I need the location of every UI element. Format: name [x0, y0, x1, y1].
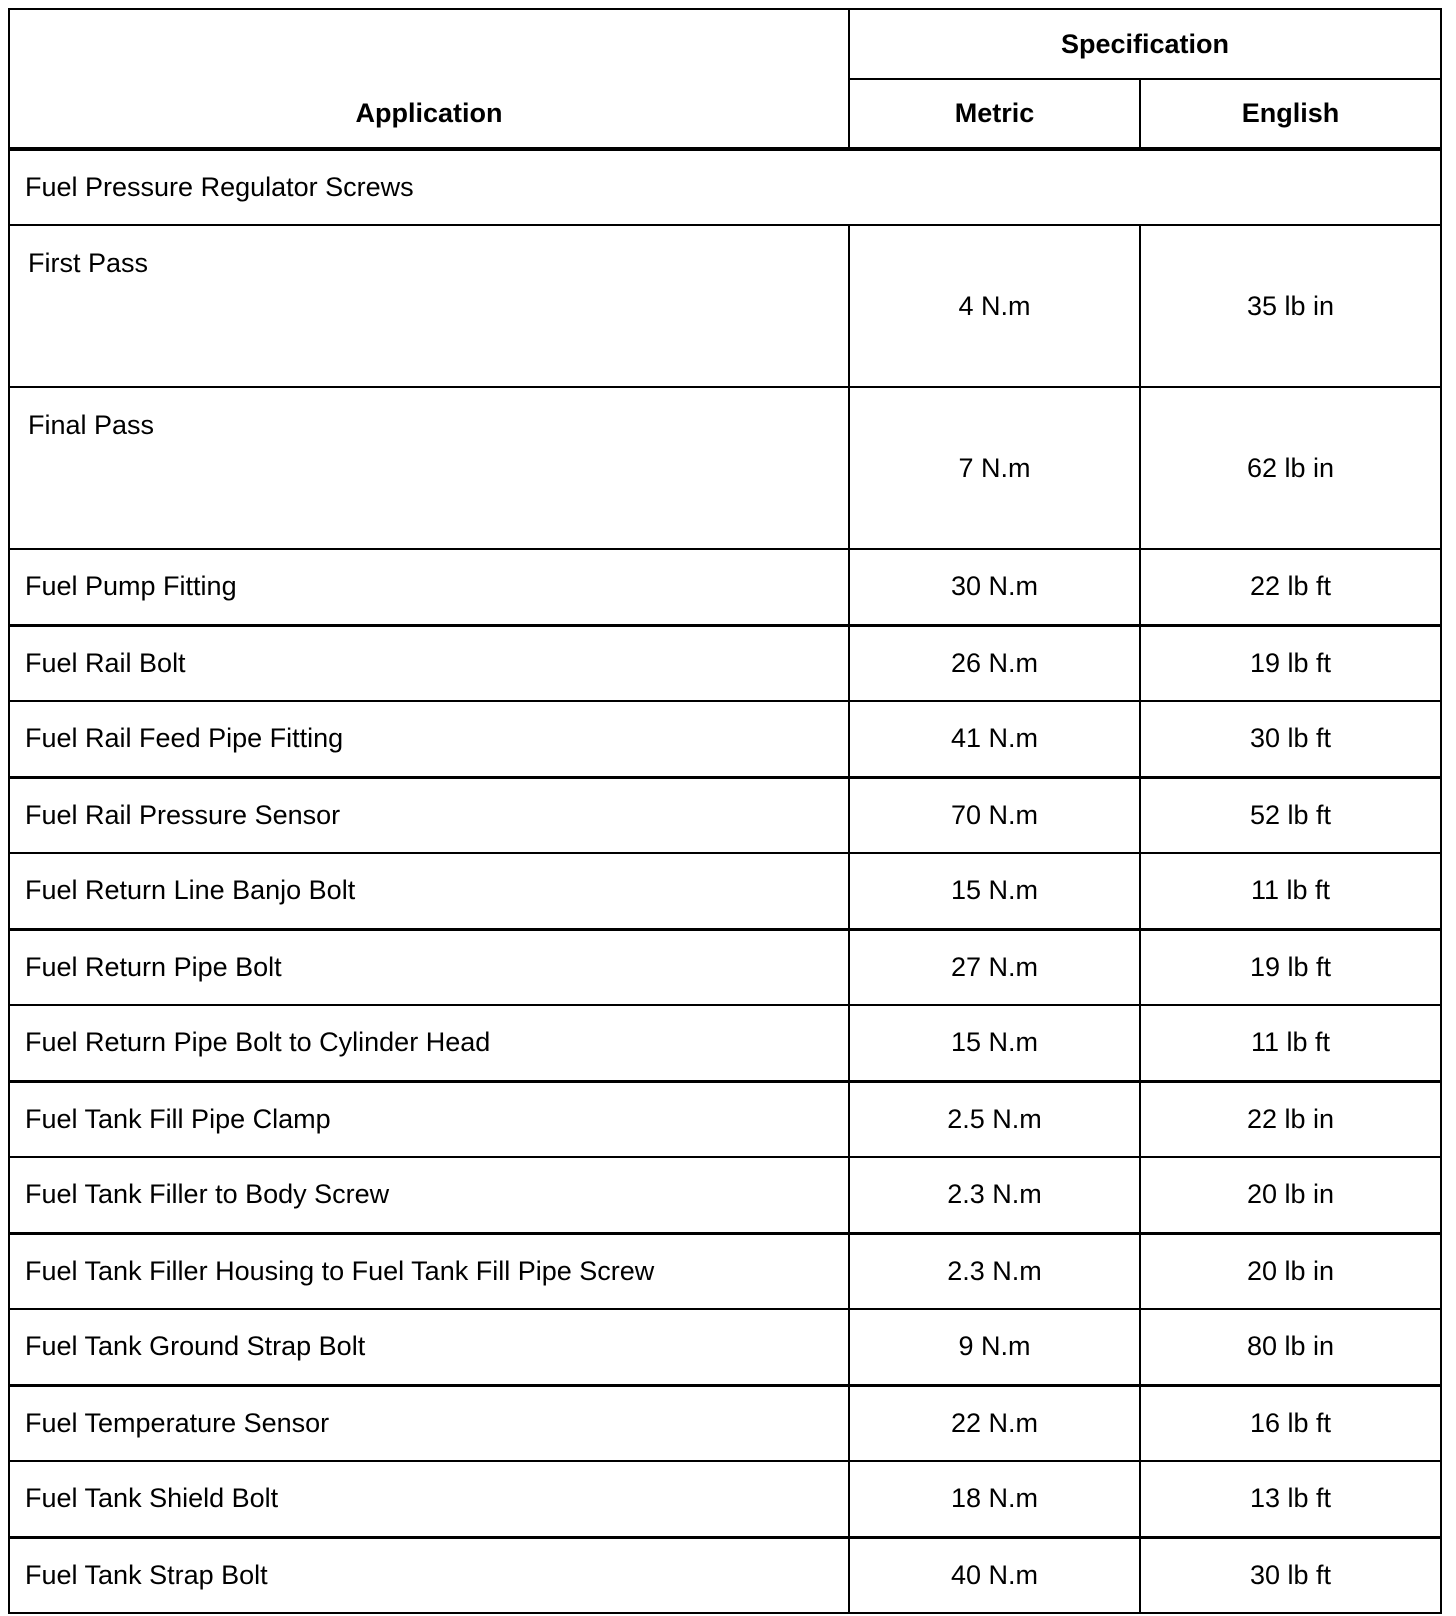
group-row — [9, 149, 1441, 225]
english-cell: 19 lb ft — [1140, 929, 1441, 1005]
table-row — [9, 1233, 1441, 1309]
english-cell: 22 lb in — [1140, 1081, 1441, 1157]
table-row — [9, 1309, 1441, 1385]
metric-cell: 9 N.m — [849, 1309, 1140, 1385]
table-row — [9, 777, 1441, 853]
metric-cell: 4 N.m — [849, 225, 1140, 387]
english-cell: 80 lb in — [1140, 1309, 1441, 1385]
table-row — [9, 549, 1441, 625]
table-row — [9, 853, 1441, 929]
metric-cell: 7 N.m — [849, 387, 1140, 549]
application-cell: Fuel Pump Fitting — [9, 549, 849, 625]
metric-cell: 2.3 N.m — [849, 1157, 1140, 1233]
table-row — [9, 701, 1441, 777]
application-cell: Final Pass — [9, 387, 849, 549]
metric-cell: 40 N.m — [849, 1537, 1140, 1613]
english-cell: 13 lb ft — [1140, 1461, 1441, 1537]
english-cell: 20 lb in — [1140, 1157, 1441, 1233]
english-cell: 35 lb in — [1140, 225, 1441, 387]
application-cell: Fuel Tank Filler Housing to Fuel Tank Fill Pipe Screw — [9, 1233, 849, 1309]
group-label: Fuel Pressure Regulator Screws — [9, 149, 1441, 225]
application-cell: Fuel Return Line Banjo Bolt — [9, 853, 849, 929]
application-cell: Fuel Tank Ground Strap Bolt — [9, 1309, 849, 1385]
table-row — [9, 625, 1441, 701]
english-cell: 11 lb ft — [1140, 1005, 1441, 1081]
application-cell: Fuel Return Pipe Bolt — [9, 929, 849, 1005]
table-row — [9, 1385, 1441, 1461]
metric-cell: 70 N.m — [849, 777, 1140, 853]
metric-cell: 41 N.m — [849, 701, 1140, 777]
application-cell: Fuel Tank Fill Pipe Clamp — [9, 1081, 849, 1157]
application-cell: Fuel Tank Strap Bolt — [9, 1537, 849, 1613]
english-cell: 30 lb ft — [1140, 1537, 1441, 1613]
metric-cell: 27 N.m — [849, 929, 1140, 1005]
table-row — [9, 1081, 1441, 1157]
table-row — [9, 225, 1441, 387]
table-row — [9, 387, 1441, 549]
table-row — [9, 1157, 1441, 1233]
english-cell: 11 lb ft — [1140, 853, 1441, 929]
english-cell: 20 lb in — [1140, 1233, 1441, 1309]
application-cell: Fuel Rail Feed Pipe Fitting — [9, 701, 849, 777]
table-row — [9, 1005, 1441, 1081]
application-cell: Fuel Temperature Sensor — [9, 1385, 849, 1461]
metric-cell: 30 N.m — [849, 549, 1140, 625]
specification-column-header: Specification — [849, 9, 1441, 79]
table-header — [9, 9, 1441, 149]
english-cell: 52 lb ft — [1140, 777, 1441, 853]
english-cell: 62 lb in — [1140, 387, 1441, 549]
english-cell: 30 lb ft — [1140, 701, 1441, 777]
english-cell: 16 lb ft — [1140, 1385, 1441, 1461]
application-cell: Fuel Tank Filler to Body Screw — [9, 1157, 849, 1233]
english-cell: 19 lb ft — [1140, 625, 1441, 701]
application-column-header: Application — [9, 9, 849, 149]
application-cell: First Pass — [9, 225, 849, 387]
table-row — [9, 929, 1441, 1005]
table-row — [9, 1537, 1441, 1613]
metric-cell: 26 N.m — [849, 625, 1140, 701]
application-cell: Fuel Tank Shield Bolt — [9, 1461, 849, 1537]
application-cell: Fuel Rail Bolt — [9, 625, 849, 701]
application-cell: Fuel Return Pipe Bolt to Cylinder Head — [9, 1005, 849, 1081]
table-body — [9, 149, 1441, 1613]
metric-cell: 18 N.m — [849, 1461, 1140, 1537]
english-column-header: English — [1140, 79, 1441, 149]
metric-column-header: Metric — [849, 79, 1140, 149]
metric-cell: 15 N.m — [849, 1005, 1140, 1081]
header-row-top — [9, 9, 1441, 79]
english-cell: 22 lb ft — [1140, 549, 1441, 625]
application-cell: Fuel Rail Pressure Sensor — [9, 777, 849, 853]
torque-specification-table — [8, 8, 1442, 1614]
table-row — [9, 1461, 1441, 1537]
metric-cell: 22 N.m — [849, 1385, 1140, 1461]
metric-cell: 2.5 N.m — [849, 1081, 1140, 1157]
metric-cell: 2.3 N.m — [849, 1233, 1140, 1309]
metric-cell: 15 N.m — [849, 853, 1140, 929]
